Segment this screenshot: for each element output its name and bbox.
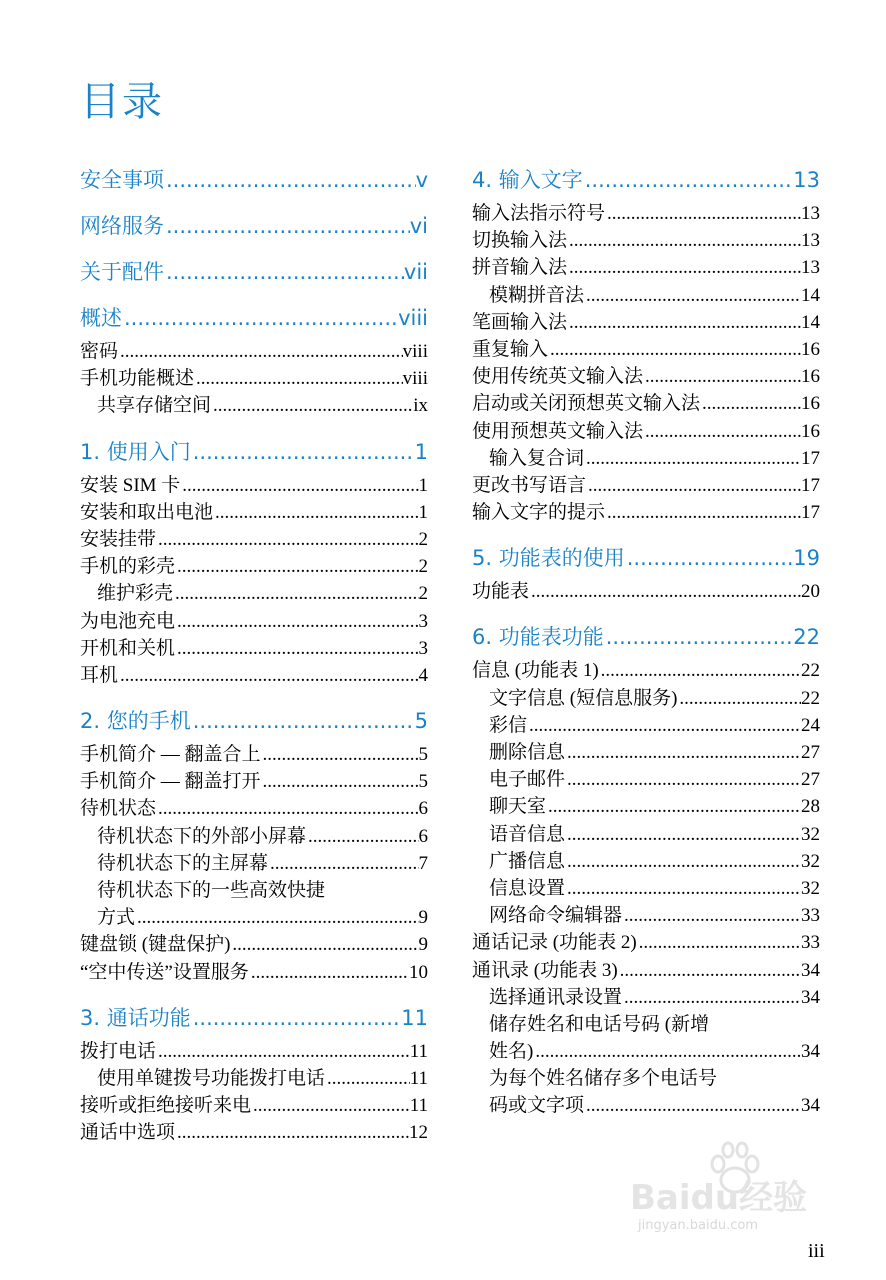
toc-dot-leader <box>118 662 418 689</box>
toc-page-number: 22 <box>801 660 820 682</box>
toc-dot-leader <box>622 902 801 929</box>
toc-dot-leader <box>622 984 801 1011</box>
toc-page-number: 11 <box>409 1040 428 1062</box>
toc-entry-title: 安装 SIM 卡 <box>80 474 181 496</box>
toc-entry[interactable] <box>80 365 428 392</box>
toc-entry-title: 更改书写语言 <box>472 474 587 496</box>
toc-entry-title: 5. 功能表的使用 <box>472 546 625 571</box>
toc-dot-leader <box>584 1092 801 1119</box>
toc-entry-title: 待机状态下的主屏幕 <box>97 852 269 874</box>
toc-subentry[interactable] <box>80 1065 428 1092</box>
toc-dot-leader <box>618 957 801 984</box>
toc-dot-leader <box>306 823 418 850</box>
toc-dot-leader <box>164 206 410 246</box>
toc-page-number: 34 <box>801 959 820 981</box>
toc-page-number: 14 <box>801 311 820 333</box>
toc-page-number: 2 <box>418 583 428 605</box>
toc-entry[interactable] <box>472 578 820 605</box>
toc-entry[interactable] <box>80 499 428 526</box>
toc-page-number: 1 <box>414 439 428 464</box>
toc-dot-leader <box>122 298 398 338</box>
toc-page-number: 11 <box>409 1095 428 1117</box>
toc-page-number: 16 <box>801 366 820 388</box>
toc-dot-leader <box>175 635 418 662</box>
toc-entry-title: “空中传送”设置服务 <box>80 961 249 983</box>
toc-page-number: 32 <box>801 823 820 845</box>
toc-entry-title: 为每个姓名储存多个电话号 <box>489 1068 718 1090</box>
toc-entry-title: 删除信息 <box>489 742 566 763</box>
toc-entry-title: 手机简介 — 翻盖打开 <box>80 771 261 793</box>
toc-page-number: 13 <box>801 257 820 279</box>
toc-page-number: 7 <box>418 852 428 874</box>
toc-entry-title: 手机简介 — 翻盖合上 <box>80 744 261 766</box>
toc-entry-title: 输入复合词 <box>489 447 585 469</box>
toc-page-number: 13 <box>801 203 820 224</box>
toc-entry-title: 2. 您的手机 <box>80 709 191 734</box>
toc-dot-leader <box>643 363 801 390</box>
toc-dot-leader <box>567 309 801 336</box>
toc-entry-title: 网络命令编辑器 <box>489 905 623 927</box>
toc-dot-leader <box>175 553 418 580</box>
toc-page-number: v <box>415 168 428 192</box>
toc-entry[interactable] <box>472 254 820 281</box>
toc-page-number: 34 <box>801 1095 820 1117</box>
toc-entry-title: 通讯录 (功能表 3) <box>472 959 618 981</box>
toc-entry-title: 拼音输入法 <box>472 257 568 279</box>
toc-dot-leader <box>268 850 418 877</box>
toc-entry[interactable] <box>472 200 820 227</box>
toc-page-number: 3 <box>418 610 428 632</box>
toc-subentry[interactable] <box>80 904 428 931</box>
toc-chapter-heading[interactable] <box>80 998 428 1038</box>
toc-page-number: 32 <box>801 850 820 872</box>
toc-subentry[interactable] <box>472 793 820 820</box>
toc-entry-title: 使用预想英文输入法 <box>472 420 644 442</box>
toc-page-number: 2 <box>418 528 428 550</box>
toc-page-number: 9 <box>418 907 428 929</box>
toc-dot-leader <box>180 472 418 499</box>
toc-entry[interactable] <box>80 741 428 768</box>
toc-entry[interactable] <box>472 499 820 526</box>
toc-dot-leader <box>230 931 418 958</box>
toc-entry[interactable] <box>80 608 428 635</box>
toc-page-number: 12 <box>409 1122 428 1144</box>
toc-dot-leader <box>118 338 403 365</box>
toc-entry[interactable] <box>472 957 820 984</box>
toc-dot-leader <box>637 929 801 956</box>
toc-chapter-heading[interactable] <box>80 701 428 741</box>
toc-page-number: 6 <box>418 825 428 847</box>
toc-subentry-wrap[interactable] <box>472 1065 820 1092</box>
toc-entry-title: 模糊拼音法 <box>489 284 585 306</box>
toc-dot-leader <box>529 578 801 605</box>
toc-dot-leader <box>599 657 801 684</box>
toc-entry-title: 使用单键拨号功能拨打电话 <box>97 1067 326 1089</box>
toc-entry[interactable] <box>80 795 428 822</box>
toc-entry[interactable] <box>80 1119 428 1146</box>
toc-dot-leader <box>175 1119 409 1146</box>
toc-subentry[interactable] <box>472 766 820 793</box>
toc-dot-leader <box>565 875 801 902</box>
toc-subentry[interactable] <box>80 823 428 850</box>
toc-dot-leader <box>643 418 801 445</box>
toc-dot-leader <box>533 1038 801 1065</box>
toc-entry-title: 启动或关闭预想英文输入法 <box>472 393 701 415</box>
toc-left-column <box>80 160 428 1147</box>
toc-dot-leader <box>565 739 801 766</box>
toc-page-number: 27 <box>801 742 820 763</box>
toc-dot-leader <box>156 1038 410 1065</box>
toc-dot-leader <box>548 336 801 363</box>
toc-chapter-heading[interactable] <box>472 538 820 578</box>
watermark <box>630 1150 850 1240</box>
toc-page-number: 34 <box>801 986 820 1008</box>
toc-entry-title: 信息设置 <box>489 877 566 899</box>
toc-entry[interactable] <box>472 227 820 254</box>
toc-entry-title: 3. 通话功能 <box>80 1005 191 1030</box>
toc-dot-leader <box>565 766 801 793</box>
toc-entry-title: 键盘锁 (键盘保护) <box>80 934 231 956</box>
toc-dot-leader <box>605 499 801 526</box>
toc-page-number: 13 <box>793 168 820 192</box>
toc-entry[interactable] <box>472 472 820 499</box>
toc-entry-title: 切换输入法 <box>472 230 568 252</box>
toc-entry[interactable] <box>472 929 820 956</box>
toc-page-number: 11 <box>401 1005 428 1030</box>
toc-entry[interactable] <box>80 1092 428 1119</box>
toc-dot-leader <box>546 793 801 820</box>
toc-entry[interactable] <box>80 635 428 662</box>
toc-chapter-heading[interactable] <box>80 298 428 338</box>
toc-page-number: 16 <box>801 393 820 415</box>
toc-entry[interactable] <box>472 336 820 363</box>
toc-entry-title: 待机状态 <box>80 798 157 820</box>
toc-page-number: 17 <box>801 447 820 469</box>
toc-dot-leader <box>164 252 404 292</box>
toc-entry-title: 笔画输入法 <box>472 311 568 333</box>
toc-entry-title: 功能表 <box>472 581 530 603</box>
toc-entry[interactable] <box>80 526 428 553</box>
toc-page-number: 19 <box>793 546 820 571</box>
toc-page-number: viii <box>402 341 428 362</box>
toc-dot-leader <box>261 768 419 795</box>
toc-subentry[interactable] <box>472 1038 820 1065</box>
toc-dot-leader <box>156 526 418 553</box>
toc-page-number: 16 <box>801 420 820 442</box>
toc-subentry[interactable] <box>80 580 428 607</box>
toc-subentry[interactable] <box>80 392 428 419</box>
toc-page-number: ix <box>413 395 428 417</box>
toc-entry[interactable] <box>472 309 820 336</box>
toc-subentry[interactable] <box>472 902 820 929</box>
toc-entry-title: 聊天室 <box>489 796 547 818</box>
toc-dot-leader <box>567 254 801 281</box>
toc-entry-title: 6. 功能表功能 <box>472 625 604 650</box>
toc-entry-title: 电子邮件 <box>489 769 566 791</box>
toc-dot-leader <box>565 848 801 875</box>
toc-entry-title: 通话中选项 <box>80 1122 176 1144</box>
toc-entry[interactable] <box>80 959 428 986</box>
toc-entry[interactable] <box>80 553 428 580</box>
toc-entry[interactable] <box>80 338 428 365</box>
toc-entry-title: 通话记录 (功能表 2) <box>472 932 637 954</box>
toc-page-number: 27 <box>801 769 820 791</box>
toc-dot-leader <box>175 608 418 635</box>
toc-dot-leader <box>194 365 403 392</box>
toc-page-number: 5 <box>414 709 428 734</box>
toc-page-number: 28 <box>801 796 820 818</box>
toc-page-number: 6 <box>418 798 428 820</box>
toc-subentry[interactable] <box>472 984 820 1011</box>
toc-dot-leader <box>677 685 801 712</box>
toc-subentry[interactable] <box>472 685 820 712</box>
toc-page-number: 20 <box>801 581 820 603</box>
toc-subentry[interactable] <box>472 282 820 309</box>
toc-dot-leader <box>604 617 794 657</box>
toc-entry[interactable] <box>472 390 820 417</box>
toc-entry-title: 信息 (功能表 1) <box>472 660 599 682</box>
toc-dot-leader <box>173 580 418 607</box>
toc-dot-leader <box>211 392 413 419</box>
toc-entry[interactable] <box>80 768 428 795</box>
toc-entry-title: 方式 <box>97 907 136 929</box>
toc-entry-title: 为电池充电 <box>80 610 176 632</box>
toc-page-number: 4 <box>418 664 428 686</box>
toc-entry-title: 文字信息 (短信息服务) <box>489 687 678 709</box>
toc-subentry[interactable] <box>80 850 428 877</box>
toc-page-number: viii <box>402 368 428 390</box>
toc-page-number: 11 <box>409 1067 428 1089</box>
toc-entry[interactable] <box>472 657 820 684</box>
toc-right-column <box>472 160 820 1120</box>
toc-entry-title: 输入法指示符号 <box>472 203 606 224</box>
toc-entry-title: 维护彩壳 <box>97 583 174 605</box>
toc-page-number: 5 <box>418 771 428 793</box>
toc-entry-title: 安全事项 <box>80 168 164 192</box>
toc-dot-leader <box>583 160 794 200</box>
toc-chapter-heading[interactable] <box>472 617 820 657</box>
toc-dot-leader <box>261 741 419 768</box>
toc-dot-leader <box>135 904 418 931</box>
toc-dot-leader <box>584 282 801 309</box>
toc-dot-leader <box>164 160 416 200</box>
toc-entry-title: 选择通讯录设置 <box>489 986 623 1008</box>
toc-entry-title: 语音信息 <box>489 823 566 845</box>
toc-dot-leader <box>191 998 402 1038</box>
toc-dot-leader <box>584 445 801 472</box>
toc-entry[interactable] <box>80 662 428 689</box>
toc-chapter-heading[interactable] <box>80 206 428 246</box>
toc-subentry-wrap[interactable] <box>80 877 428 904</box>
toc-entry-title: 姓名) <box>489 1041 534 1063</box>
toc-entry-title: 4. 输入文字 <box>472 168 583 192</box>
toc-dot-leader <box>565 821 801 848</box>
page-title: 目录 <box>80 79 164 125</box>
toc-dot-leader <box>625 538 794 578</box>
toc-entry-title: 接听或拒绝接听来电 <box>80 1095 252 1117</box>
toc-dot-leader <box>251 1092 410 1119</box>
toc-dot-leader <box>567 227 801 254</box>
toc-chapter-heading[interactable] <box>472 160 820 200</box>
toc-page-number: 34 <box>801 1041 820 1063</box>
toc-page-number: viii <box>398 306 428 330</box>
toc-dot-leader <box>325 1065 410 1092</box>
toc-entry-title: 彩信 <box>489 714 528 736</box>
toc-entry-title: 共享存储空间 <box>97 395 212 417</box>
toc-subentry[interactable] <box>472 1092 820 1119</box>
toc-page-number: 1 <box>418 501 428 523</box>
toc-dot-leader <box>586 472 801 499</box>
toc-dot-leader <box>213 499 418 526</box>
toc-dot-leader <box>249 959 409 986</box>
toc-entry-title: 广播信息 <box>489 850 566 872</box>
toc-entry-title: 手机功能概述 <box>80 368 195 390</box>
toc-page-number: vii <box>403 260 428 284</box>
page-number: iii <box>808 1240 825 1262</box>
toc-entry-title: 储存姓名和电话号码 (新增 <box>489 1013 710 1035</box>
toc-subentry[interactable] <box>472 445 820 472</box>
toc-page-number: 24 <box>801 714 820 736</box>
toc-entry-title: 重复输入 <box>472 338 549 360</box>
toc-entry-title: 密码 <box>80 341 119 362</box>
toc-entry-title: 使用传统英文输入法 <box>472 366 644 388</box>
toc-page-number: 13 <box>801 230 820 252</box>
toc-page-number: 9 <box>418 934 428 956</box>
watermark-brand: Baidu经验 <box>630 1178 808 1218</box>
toc-entry-title: 安装挂带 <box>80 528 157 550</box>
toc-entry[interactable] <box>80 1038 428 1065</box>
toc-page-number: 3 <box>418 637 428 659</box>
toc-page-number: 2 <box>418 556 428 578</box>
toc-dot-leader <box>156 795 418 822</box>
toc-page-number: 1 <box>418 474 428 496</box>
toc-page-number: 16 <box>801 338 820 360</box>
toc-page-number: vi <box>409 214 428 238</box>
toc-entry-title: 概述 <box>80 306 122 330</box>
toc-chapter-heading[interactable] <box>80 160 428 200</box>
toc-entry[interactable] <box>80 931 428 958</box>
toc-page-number: 17 <box>801 474 820 496</box>
watermark-url: jingyan.baidu.com <box>638 1218 758 1233</box>
toc-entry-title: 耳机 <box>80 664 119 686</box>
toc-page-number: 33 <box>801 932 820 954</box>
toc-entry-title: 关于配件 <box>80 260 164 284</box>
toc-entry[interactable] <box>472 363 820 390</box>
toc-dot-leader <box>700 390 801 417</box>
toc-chapter-heading[interactable] <box>80 252 428 292</box>
toc-page-number: 14 <box>801 284 820 306</box>
toc-subentry-wrap[interactable] <box>472 1011 820 1038</box>
toc-page-number: 32 <box>801 877 820 899</box>
toc-entry-title: 安装和取出电池 <box>80 501 214 523</box>
toc-subentry[interactable] <box>472 875 820 902</box>
toc-dot-leader <box>191 432 415 472</box>
toc-entry-title: 拨打电话 <box>80 1040 157 1062</box>
toc-entry-title: 码或文字项 <box>489 1095 585 1117</box>
toc-dot-leader <box>605 200 801 227</box>
toc-subentry[interactable] <box>472 739 820 766</box>
toc-entry-title: 待机状态下的一些高效快捷 <box>97 880 326 901</box>
toc-entry-title: 手机的彩壳 <box>80 556 176 578</box>
toc-entry-title: 输入文字的提示 <box>472 502 606 524</box>
toc-page-number: 22 <box>793 625 820 650</box>
toc-entry-title: 1. 使用入门 <box>80 439 191 464</box>
toc-page-number: 10 <box>409 961 428 983</box>
toc-subentry[interactable] <box>472 712 820 739</box>
toc-dot-leader <box>527 712 801 739</box>
toc-page-number: 5 <box>418 744 428 766</box>
toc-entry-title: 网络服务 <box>80 214 164 238</box>
toc-entry-title: 待机状态下的外部小屏幕 <box>97 825 307 847</box>
toc-chapter-heading[interactable] <box>80 432 428 472</box>
toc-dot-leader <box>191 701 415 741</box>
toc-subentry[interactable] <box>472 821 820 848</box>
toc-page-number: 22 <box>801 687 820 709</box>
toc-entry[interactable] <box>472 418 820 445</box>
toc-entry[interactable] <box>80 472 428 499</box>
toc-subentry[interactable] <box>472 848 820 875</box>
toc-page-number: 33 <box>801 905 820 927</box>
toc-page-number: 17 <box>801 502 820 524</box>
toc-entry-title: 开机和关机 <box>80 637 176 659</box>
